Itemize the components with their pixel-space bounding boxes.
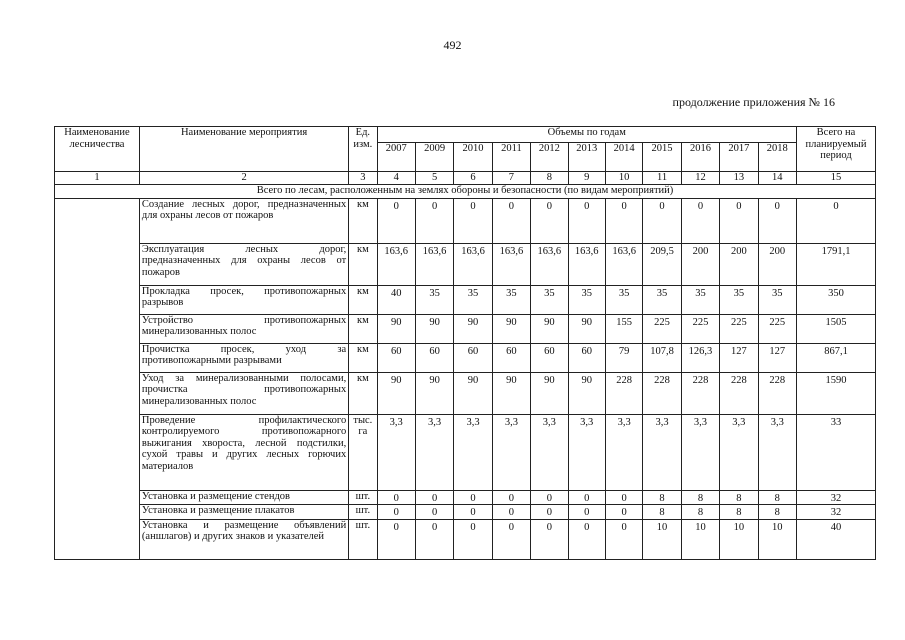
- activity-name: Прочистка просек, уход за противопожарными разрывами: [139, 343, 348, 372]
- table-row: [55, 505, 876, 520]
- activity-name: Эксплуатация лесных дорог, предназначенных для охраны лесов от пожаров: [139, 243, 348, 285]
- year-value: 3,3: [531, 414, 568, 490]
- unit-cell: км: [349, 285, 377, 314]
- year-value: 60: [568, 343, 605, 372]
- total-value: 1505: [797, 314, 876, 343]
- unit-cell: км: [349, 198, 377, 243]
- year-value: 35: [454, 285, 492, 314]
- header-year: 2015: [643, 143, 681, 172]
- year-value: 90: [377, 314, 415, 343]
- header-year: 2017: [720, 143, 758, 172]
- year-value: 35: [415, 285, 453, 314]
- year-value: 107,8: [643, 343, 681, 372]
- column-number: 7: [492, 172, 530, 185]
- year-value: 0: [605, 490, 642, 505]
- column-number: 9: [568, 172, 605, 185]
- header-forestry: Наименование лесничества: [55, 127, 140, 172]
- year-value: 228: [758, 372, 796, 414]
- column-number: 13: [720, 172, 758, 185]
- year-value: 163,6: [605, 243, 642, 285]
- year-value: 0: [492, 519, 530, 559]
- year-value: 90: [415, 372, 453, 414]
- year-value: 0: [531, 198, 568, 243]
- column-number: 10: [605, 172, 642, 185]
- column-number: 6: [454, 172, 492, 185]
- year-value: 228: [681, 372, 719, 414]
- forestry-cell: [55, 198, 140, 559]
- year-value: 90: [415, 314, 453, 343]
- table-row: [55, 343, 876, 372]
- year-value: 3,3: [568, 414, 605, 490]
- year-value: 0: [454, 490, 492, 505]
- year-value: 228: [720, 372, 758, 414]
- year-value: 35: [605, 285, 642, 314]
- total-value: 1590: [797, 372, 876, 414]
- year-value: 35: [720, 285, 758, 314]
- total-value: 32: [797, 505, 876, 520]
- year-value: 79: [605, 343, 642, 372]
- activity-name: Проведение профилактического контролируемого противопожарного выжигания хвороста, лесной подстилки, сухой травы и других лесных горючих материалов: [139, 414, 348, 490]
- year-value: 3,3: [758, 414, 796, 490]
- year-value: 225: [681, 314, 719, 343]
- activity-name: Уход за минерализованными полосами, прочистка противопожарных минерализованных полос: [139, 372, 348, 414]
- activity-name: Установка и размещение стендов: [139, 490, 348, 505]
- year-value: 0: [605, 505, 642, 520]
- year-value: 8: [643, 505, 681, 520]
- year-value: 8: [643, 490, 681, 505]
- header-year: 2018: [758, 143, 796, 172]
- year-value: 10: [643, 519, 681, 559]
- unit-cell: шт.: [349, 505, 377, 520]
- year-value: 35: [492, 285, 530, 314]
- header-year: 2007: [377, 143, 415, 172]
- table-row: [55, 198, 876, 243]
- year-value: 60: [454, 343, 492, 372]
- year-value: 0: [492, 490, 530, 505]
- year-value: 0: [568, 505, 605, 520]
- column-number: 11: [643, 172, 681, 185]
- total-value: 40: [797, 519, 876, 559]
- year-value: 3,3: [720, 414, 758, 490]
- year-value: 225: [643, 314, 681, 343]
- column-number: 3: [349, 172, 377, 185]
- header-year: 2011: [492, 143, 530, 172]
- year-value: 8: [681, 490, 719, 505]
- year-value: 0: [531, 505, 568, 520]
- unit-cell: шт.: [349, 519, 377, 559]
- page-number: 492: [443, 38, 462, 52]
- year-value: 163,6: [492, 243, 530, 285]
- year-value: 3,3: [605, 414, 642, 490]
- column-number: 5: [415, 172, 453, 185]
- year-value: 0: [681, 198, 719, 243]
- header-activity: Наименование мероприятия: [139, 127, 348, 172]
- year-value: 0: [377, 505, 415, 520]
- year-value: 163,6: [568, 243, 605, 285]
- year-value: 40: [377, 285, 415, 314]
- header-year: 2009: [415, 143, 453, 172]
- year-value: 225: [758, 314, 796, 343]
- year-value: 0: [531, 490, 568, 505]
- year-value: 10: [681, 519, 719, 559]
- year-value: 0: [377, 490, 415, 505]
- year-value: 0: [415, 519, 453, 559]
- year-value: 90: [531, 314, 568, 343]
- table-row: [55, 519, 876, 559]
- column-number: 1: [55, 172, 140, 185]
- activity-name: Прокладка просек, противопожарных разрывов: [139, 285, 348, 314]
- year-value: 60: [531, 343, 568, 372]
- total-value: 1791,1: [797, 243, 876, 285]
- year-value: 3,3: [377, 414, 415, 490]
- year-value: 0: [454, 198, 492, 243]
- total-value: 0: [797, 198, 876, 243]
- header-total: Всего на планируемый период: [797, 127, 876, 172]
- header-year: 2012: [531, 143, 568, 172]
- year-value: 90: [492, 372, 530, 414]
- year-value: 8: [720, 490, 758, 505]
- year-value: 126,3: [681, 343, 719, 372]
- year-value: 0: [605, 519, 642, 559]
- year-value: 8: [758, 505, 796, 520]
- year-value: 127: [720, 343, 758, 372]
- activity-name: Установка и размещение плакатов: [139, 505, 348, 520]
- activity-name: Устройство противопожарных минерализованных полос: [139, 314, 348, 343]
- year-value: 127: [758, 343, 796, 372]
- year-value: 90: [531, 372, 568, 414]
- year-value: 0: [415, 505, 453, 520]
- year-value: 90: [492, 314, 530, 343]
- column-number: 8: [531, 172, 568, 185]
- year-value: 8: [758, 490, 796, 505]
- header-year: 2010: [454, 143, 492, 172]
- total-value: 867,1: [797, 343, 876, 372]
- year-value: 163,6: [531, 243, 568, 285]
- year-value: 163,6: [377, 243, 415, 285]
- year-value: 60: [377, 343, 415, 372]
- year-value: 200: [681, 243, 719, 285]
- year-value: 3,3: [681, 414, 719, 490]
- year-value: 35: [681, 285, 719, 314]
- year-value: 35: [643, 285, 681, 314]
- year-value: 35: [758, 285, 796, 314]
- table-row: [55, 314, 876, 343]
- unit-cell: км: [349, 314, 377, 343]
- year-value: 163,6: [415, 243, 453, 285]
- year-value: 0: [643, 198, 681, 243]
- unit-cell: км: [349, 343, 377, 372]
- activities-table: [54, 126, 876, 560]
- year-value: 3,3: [454, 414, 492, 490]
- total-value: 33: [797, 414, 876, 490]
- table-row: [55, 490, 876, 505]
- year-value: 200: [758, 243, 796, 285]
- table-row: [55, 414, 876, 490]
- column-number: 12: [681, 172, 719, 185]
- year-value: 90: [454, 372, 492, 414]
- year-value: 90: [454, 314, 492, 343]
- unit-cell: шт.: [349, 490, 377, 505]
- year-value: 0: [605, 198, 642, 243]
- year-value: 3,3: [415, 414, 453, 490]
- activity-name: Создание лесных дорог, предназначенных для охраны лесов от пожаров: [139, 198, 348, 243]
- year-value: 0: [568, 519, 605, 559]
- year-value: 90: [568, 314, 605, 343]
- unit-cell: тыс. га: [349, 414, 377, 490]
- year-value: 0: [377, 519, 415, 559]
- year-value: 90: [377, 372, 415, 414]
- year-value: 3,3: [643, 414, 681, 490]
- year-value: 0: [568, 198, 605, 243]
- unit-cell: км: [349, 243, 377, 285]
- year-value: 163,6: [454, 243, 492, 285]
- table-row: [55, 372, 876, 414]
- year-value: 60: [415, 343, 453, 372]
- year-value: 0: [492, 505, 530, 520]
- year-value: 0: [531, 519, 568, 559]
- total-value: 32: [797, 490, 876, 505]
- year-value: 10: [758, 519, 796, 559]
- year-value: 90: [568, 372, 605, 414]
- unit-cell: км: [349, 372, 377, 414]
- activity-name: Установка и размещение объявлений (аншлагов) и других знаков и указателей: [139, 519, 348, 559]
- total-value: 350: [797, 285, 876, 314]
- year-value: 10: [720, 519, 758, 559]
- year-value: 3,3: [492, 414, 530, 490]
- year-value: 155: [605, 314, 642, 343]
- table-row: [55, 243, 876, 285]
- year-value: 200: [720, 243, 758, 285]
- section-title: Всего по лесам, расположенным на землях обороны и безопасности (по видам мероприятий): [55, 184, 876, 198]
- header-unit: Ед. изм.: [349, 127, 377, 172]
- header-year: 2016: [681, 143, 719, 172]
- table-row: [55, 285, 876, 314]
- year-value: 0: [454, 519, 492, 559]
- year-value: 0: [415, 198, 453, 243]
- year-value: 225: [720, 314, 758, 343]
- column-number: 2: [139, 172, 348, 185]
- year-value: 60: [492, 343, 530, 372]
- year-value: 228: [605, 372, 642, 414]
- year-value: 35: [531, 285, 568, 314]
- header-year: 2014: [605, 143, 642, 172]
- year-value: 209,5: [643, 243, 681, 285]
- year-value: 0: [720, 198, 758, 243]
- year-value: 35: [568, 285, 605, 314]
- year-value: 0: [758, 198, 796, 243]
- year-value: 0: [377, 198, 415, 243]
- year-value: 0: [568, 490, 605, 505]
- column-number: 14: [758, 172, 796, 185]
- column-number: 4: [377, 172, 415, 185]
- year-value: 228: [643, 372, 681, 414]
- header-volumes-by-year: Объемы по годам: [377, 127, 797, 143]
- year-value: 0: [415, 490, 453, 505]
- year-value: 8: [720, 505, 758, 520]
- year-value: 8: [681, 505, 719, 520]
- column-number: 15: [797, 172, 876, 185]
- year-value: 0: [454, 505, 492, 520]
- appendix-note: продолжение приложения № 16: [672, 95, 835, 109]
- year-value: 0: [492, 198, 530, 243]
- header-year: 2013: [568, 143, 605, 172]
